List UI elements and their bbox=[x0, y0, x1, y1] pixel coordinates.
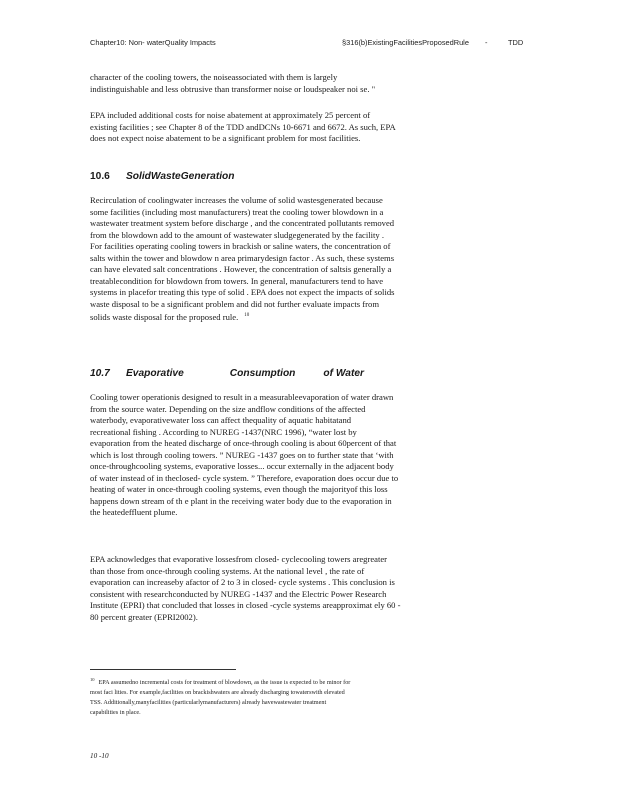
text-line: recreational fishing . According to NUREG -1437(NRC 1996), “water lost by bbox=[90, 426, 357, 437]
text-line: evaporation can increaseby afactor of 2 to 3 in closed- cycle systems . This conclusion is bbox=[90, 577, 395, 587]
header-dash: - bbox=[485, 38, 488, 47]
text-line: Cooling tower operationis designed to result in a measurableevaporation of water drawn bbox=[90, 392, 394, 402]
text-line: the heatedeffluent plume. bbox=[90, 507, 178, 517]
evaporation-paragraph-1 bbox=[90, 392, 528, 519]
text-line: waste disposal to be a significant problem and did not further evaluate impacts from bbox=[90, 298, 380, 309]
text-line: once-throughcooling systems, evaporative losses... occur externally in the adjacent body bbox=[90, 461, 394, 471]
text-line: Institute (EPRI) that concluded that losses in closed -cycle systems areapproximat ely 60 - bbox=[90, 600, 401, 610]
text-line: EPA included additional costs for noise abatement at approximately 25 percent of bbox=[90, 110, 371, 120]
text-line: from the source water. Depending on the size andflow conditions of the affected bbox=[90, 403, 366, 414]
text-line: 80 percent greater (EPRI2002). bbox=[90, 611, 198, 622]
text-line: For facilities operating cooling towers in brackish or saline waters, the concentration of bbox=[90, 241, 391, 251]
text-line: existing facilities ; see Chapter 8 of the TDD andDCNs 10-6671 and 6672. As such, EPA bbox=[90, 121, 396, 132]
section-heading-10-7 bbox=[90, 368, 364, 379]
section-title-part: Consumption bbox=[229, 368, 296, 379]
footnote-line: TSS. Additionally,manyfacilities (particularlymanufacturers) already havewastewater treatment bbox=[90, 699, 327, 707]
last-line-text: solids waste disposal for the proposed rule. bbox=[90, 311, 239, 322]
text-line: heating of water in once-through cooling systems, even though the majorityof this loss bbox=[90, 484, 388, 494]
footnote-line: most faci lities. For example,facilities on brackishwaters are already discharging towaterswith elevated bbox=[90, 689, 345, 697]
text-line: indistinguishable and less obtrusive than transformer noise or loudspeaker noi se. " bbox=[90, 83, 376, 94]
footnote-line: capabilities in place. bbox=[90, 709, 141, 717]
intro-paragraph bbox=[90, 72, 528, 95]
text-line: waterbody, evaporativewater loss can affect thequality of aquatic habitatand bbox=[90, 415, 352, 425]
noise-paragraph bbox=[90, 110, 528, 145]
text-line: from the blowdown add to the amount of wastewater sludgegenerated by the facility . bbox=[90, 229, 385, 240]
text-line: than those from once-through cooling systems. At the national level , the rate of bbox=[90, 565, 365, 576]
section-number: 10.7 bbox=[90, 368, 110, 379]
text-line: consistent with researchconducted by NUREG -1437 and the Electric Power Research bbox=[90, 588, 387, 599]
text-line: character of the cooling towers, the noiseassociated with them is largely bbox=[90, 72, 338, 82]
text-line: can have elevated salt concentrations . However, the concentration of saltsis generally a bbox=[90, 264, 392, 274]
text-line: systems in placefor treating this type of solid . EPA does not expect the impacts of solids bbox=[90, 287, 395, 297]
header-chapter: Chapter10: Non- waterQuality Impacts bbox=[90, 38, 216, 47]
text-line: treatablecondition for blowdown from towers. In general, manufacturers tend to have bbox=[90, 275, 384, 286]
section-heading-10-6 bbox=[90, 171, 235, 182]
section-title: SolidWasteGeneration bbox=[126, 171, 235, 182]
section-title-part: Evaporative bbox=[126, 368, 184, 379]
solid-waste-paragraph bbox=[90, 195, 528, 323]
text-line: which is lost through cooling towers. ” NUREG -1437 goes on to further state that ‘with bbox=[90, 449, 394, 460]
header-rule-title: §316(b)ExistingFacilitiesProposedRule bbox=[342, 38, 469, 47]
footnote-text: EPA assumedno incremental costs for treatment of blowdown, as the issue is expected to be minor for bbox=[98, 679, 351, 687]
text-line: some facilities (including most manufacturers) treat the cooling tower blowdown in a bbox=[90, 206, 384, 217]
section-title-part: of Water bbox=[323, 368, 364, 379]
page-number: 10 -10 bbox=[90, 752, 109, 760]
header-tdd: TDD bbox=[508, 38, 524, 47]
footnote bbox=[90, 675, 520, 718]
text-line bbox=[90, 310, 528, 323]
text-line: salts within the tower and blowdow n area primarydesign factor . As such, these systems bbox=[90, 252, 395, 263]
section-number: 10.6 bbox=[90, 171, 110, 182]
footnote-reference[interactable]: 10 bbox=[244, 313, 250, 318]
evaporation-paragraph-2 bbox=[90, 554, 528, 623]
text-line: wastewater treatment system before discharge , and the concentrated pollutants removed bbox=[90, 218, 395, 228]
footnote-mark: 10 bbox=[90, 677, 95, 682]
running-header bbox=[90, 38, 528, 50]
text-line: does not expect noise abatement to be a significant problem for most facilities. bbox=[90, 133, 361, 143]
text-line: happens down stream of th e plant in the receiving water body due to the evaporation in bbox=[90, 495, 392, 506]
text-line: Recirculation of coolingwater increases the volume of solid wastesgenerated because bbox=[90, 195, 383, 205]
text-line: of water instead of in theclosed- cycle system. ” Therefore, evaporation does occur due to bbox=[90, 472, 399, 483]
footnote-line bbox=[90, 675, 520, 688]
text-line: EPA acknowledges that evaporative lossesfrom closed- cyclecooling towers aregreater bbox=[90, 554, 388, 564]
footnote-divider bbox=[90, 669, 236, 670]
text-line: evaporation from the heated discharge of once-through cooling is about 60percent of that bbox=[90, 438, 397, 448]
